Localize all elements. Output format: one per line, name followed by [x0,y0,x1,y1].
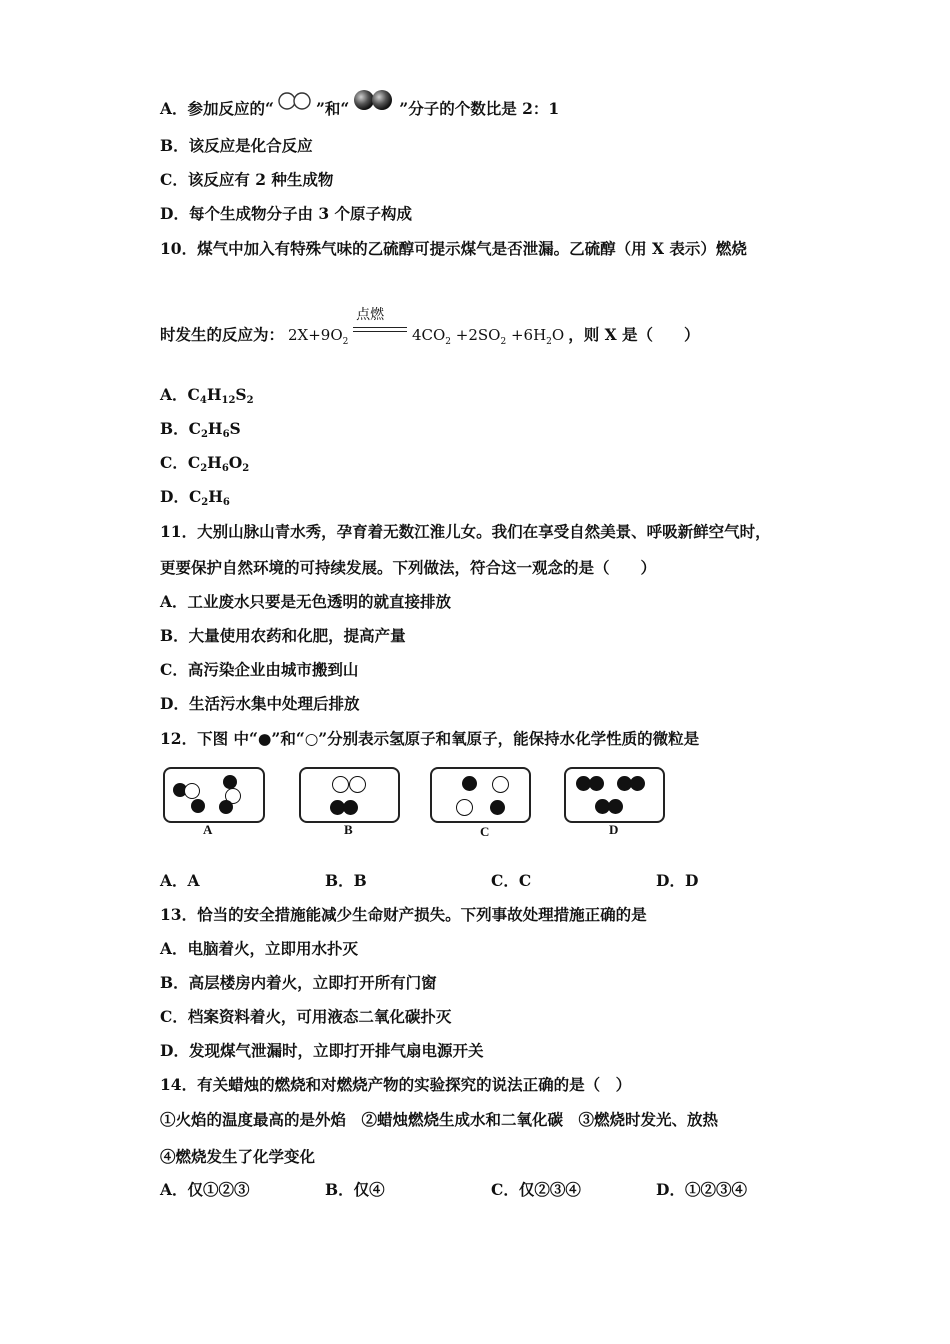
q12-figure-d [564,767,665,823]
chemical-equation: $2X+9O_2$ 点燃 $4CO_2 +2SO_2 +6H_2O$ [284,324,568,353]
dark-molecule-icon [349,88,399,112]
hydrogen-atom [630,776,645,791]
q10-option-c-label: C． [160,453,188,472]
q11-option-a[interactable]: A．工业废水只要是无色透明的就直接排放 [160,592,452,611]
equation-condition: 点燃 [356,307,385,323]
q10-option-d-label: D． [160,487,189,506]
q12-figure-a [163,767,265,823]
q14-option-c[interactable]: C．仅②③④ [491,1180,581,1199]
q14-option-d[interactable]: D．①②③④ [656,1180,747,1199]
q11-stem-line2: 更要保护自然环境的可持续发展。下列做法，符合这一观念的是（ ） [160,558,657,577]
q13-stem: 13．恰当的安全措施能减少生命财产损失。下列事故处理措施正确的是 [160,905,647,924]
q10-option-c[interactable]: C．$C_2H_6O_2$ [160,453,250,474]
q12-figure-b-label: B [344,822,353,837]
q12-option-a[interactable]: A．A [160,871,200,890]
q12-option-c[interactable]: C．C [491,871,532,890]
q12-stem: 12．下图 中“●”和“○”分别表示氢原子和氧原子，能保持水化学性质的微粒是 [160,729,700,748]
q14-option-b[interactable]: B．仅④ [325,1180,385,1199]
q9-option-a-post: ”分子的个数比是 2：1 [399,99,560,118]
hydrogen-atom [589,776,604,791]
q10-option-d[interactable]: D．$C_2H_6$ [160,487,230,508]
q10-stem-post: ，则 X 是（ ） [568,325,700,344]
hydrogen-atom [223,775,237,789]
q12-option-b[interactable]: B．B [325,871,367,890]
q13-option-a[interactable]: A．电脑着火，立即用水扑灭 [160,939,359,958]
q10-option-a[interactable]: A．$C_4H_{12}S_2$ [160,385,254,406]
q13-option-c[interactable]: C．档案资料着火，可用液态二氧化碳扑灭 [160,1007,452,1026]
q14-statements-line2: ④燃烧发生了化学变化 [160,1147,316,1166]
q9-option-a-mid: ”和“ [315,99,350,118]
q12-figure-a-label: A [203,822,213,837]
q12-figure-b [299,767,400,823]
hydrogen-atom [462,776,477,791]
q11-option-c[interactable]: C．高污染企业由城市搬到山 [160,660,359,679]
q12-figure-d-label: D [609,822,619,837]
hydrogen-atom [608,799,623,814]
q9-option-b[interactable]: B．该反应是化合反应 [160,136,313,155]
q12-figure-c [430,767,531,823]
hydrogen-atom [343,800,358,815]
q14-option-a[interactable]: A．仅①②③ [160,1180,250,1199]
oxygen-atom [332,776,349,793]
q11-option-d[interactable]: D．生活污水集中处理后排放 [160,694,360,713]
q12-figure-c-label: C [480,824,490,839]
q14-stem: 14．有关蜡烛的燃烧和对燃烧产物的实验探究的说法正确的是（ ） [160,1075,632,1094]
q9-option-d[interactable]: D．每个生成物分子由 3 个原子构成 [160,204,413,223]
q10-stem-line2 [160,307,700,353]
q10-option-b[interactable]: B．$C_2H_6S$ [160,419,241,440]
hydrogen-atom [219,800,233,814]
q10-stem-line1: 10．煤气中加入有特殊气味的乙硫醇可提示煤气是否泄漏。乙硫醇（用 X 表示）燃烧 [160,239,747,258]
oxygen-atom [456,799,473,816]
open-molecule-icon [274,92,316,112]
q10-option-a-label: A． [160,385,188,404]
q9-option-a-pre: A．参加反应的“ [160,99,274,118]
hydrogen-atom [490,800,505,815]
q14-statements-line1: ①火焰的温度最高的是外焰 ②蜡烛燃烧生成水和二氧化碳 ③燃烧时发光、放热 [160,1110,719,1129]
oxygen-atom [349,776,366,793]
q9-option-a[interactable] [160,88,559,120]
q11-stem-line1: 11．大别山脉山青水秀，孕育着无数江淮儿女。我们在享受自然美景、呼吸新鲜空气时， [160,522,771,541]
q11-option-b[interactable]: B．大量使用农药和化肥，提高产量 [160,626,406,645]
q13-option-d[interactable]: D．发现煤气泄漏时，立即打开排气扇电源开关 [160,1041,484,1060]
q9-option-c[interactable]: C．该反应有 2 种生成物 [160,170,334,189]
hydrogen-atom [191,799,205,813]
q13-option-b[interactable]: B．高层楼房内着火，立即打开所有门窗 [160,973,437,992]
q10-stem-pre: 时发生的反应为： [160,325,285,344]
oxygen-atom [184,783,200,799]
q12-option-d[interactable]: D．D [656,871,699,890]
oxygen-atom [492,776,509,793]
q10-option-b-label: B． [160,419,189,438]
